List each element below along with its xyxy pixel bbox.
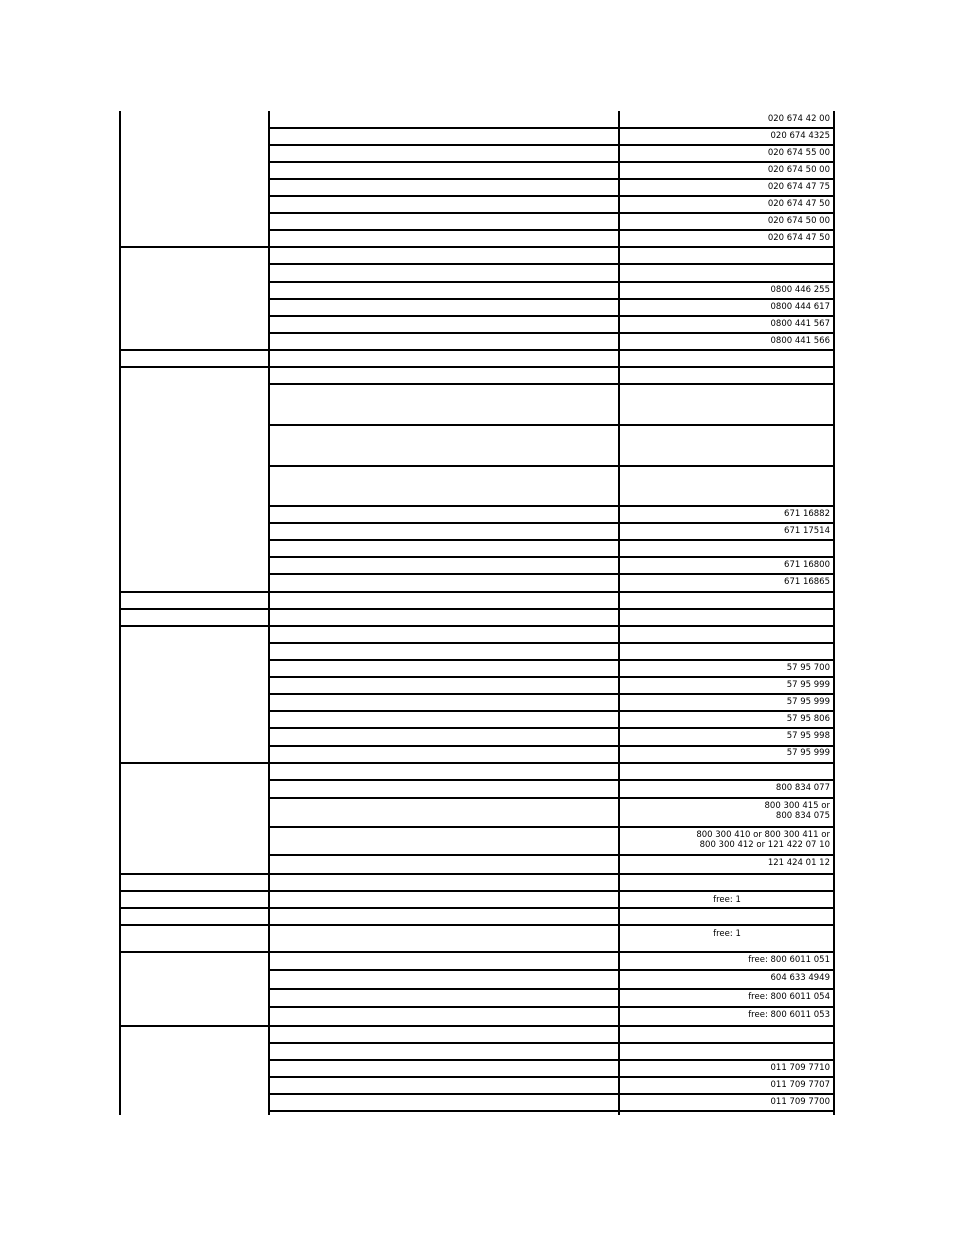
subrow-separator xyxy=(268,522,835,524)
phone-number: 020 674 50 00 xyxy=(767,216,830,226)
phone-number: 604 633 4949 xyxy=(770,973,830,983)
phone-number: 121 424 01 12 xyxy=(767,858,830,868)
subrow-separator xyxy=(268,745,835,747)
row-separator xyxy=(119,762,835,764)
phone-number: free: 800 6011 053 xyxy=(748,1010,830,1020)
row-separator xyxy=(119,246,835,248)
subrow-separator xyxy=(268,659,835,661)
subrow-separator xyxy=(268,969,835,971)
phone-number: 020 674 50 00 xyxy=(767,165,830,175)
phone-number: 57 95 999 xyxy=(786,697,830,707)
row-separator xyxy=(119,625,835,627)
phone-number: free: 1 xyxy=(713,929,741,939)
subrow-separator xyxy=(268,229,835,231)
subrow-separator xyxy=(268,1110,835,1112)
row-separator xyxy=(119,591,835,593)
subrow-separator xyxy=(268,1042,835,1044)
subrow-separator xyxy=(268,1076,835,1078)
phone-number: free: 1 xyxy=(713,895,741,905)
phone-number: 020 674 42 00 xyxy=(767,114,830,124)
phone-number: 671 16800 xyxy=(784,560,830,570)
phone-number: 020 674 47 50 xyxy=(767,233,830,243)
subrow-separator xyxy=(268,573,835,575)
phone-number-line1: 800 300 410 or 800 300 411 or xyxy=(696,830,830,840)
col-divider-1 xyxy=(268,111,270,1115)
phone-number: 671 16865 xyxy=(784,577,830,587)
phone-number: 020 674 47 50 xyxy=(767,199,830,209)
subrow-separator xyxy=(268,727,835,729)
phone-number: 57 95 999 xyxy=(786,680,830,690)
phone-number: 011 709 7710 xyxy=(770,1063,830,1073)
subrow-separator xyxy=(268,465,835,467)
row-separator xyxy=(119,1025,835,1027)
subrow-separator xyxy=(268,988,835,990)
phone-number-line1: 800 300 415 or xyxy=(764,801,830,811)
phone-number: 57 95 999 xyxy=(786,748,830,758)
subrow-separator xyxy=(268,1006,835,1008)
phone-number: 0800 441 566 xyxy=(770,336,830,346)
phone-number: 020 674 55 00 xyxy=(767,148,830,158)
subrow-separator xyxy=(268,424,835,426)
phone-number-line2: 800 834 075 xyxy=(775,811,830,821)
row-separator xyxy=(119,349,835,351)
subrow-separator xyxy=(268,676,835,678)
subrow-separator xyxy=(268,1093,835,1095)
subrow-separator xyxy=(268,332,835,334)
col-divider-2 xyxy=(618,111,620,1115)
row-separator xyxy=(119,366,835,368)
subrow-separator xyxy=(268,556,835,558)
subrow-separator xyxy=(268,178,835,180)
phone-number: free: 800 6011 051 xyxy=(748,955,830,965)
phone-number: 020 674 47 75 xyxy=(767,182,830,192)
subrow-separator xyxy=(268,826,835,828)
phone-number: free: 800 6011 054 xyxy=(748,992,830,1002)
row-separator xyxy=(119,890,835,892)
subrow-separator xyxy=(268,298,835,300)
phone-number: 011 709 7707 xyxy=(770,1080,830,1090)
phone-number: 0800 444 617 xyxy=(770,302,830,312)
subrow-separator xyxy=(268,797,835,799)
row-separator xyxy=(119,873,835,875)
phone-number-line2: 800 300 412 or 121 422 07 10 xyxy=(699,840,830,850)
phone-number: 57 95 806 xyxy=(786,714,830,724)
subrow-separator xyxy=(268,383,835,385)
phone-number: 0800 441 567 xyxy=(770,319,830,329)
subrow-separator xyxy=(268,127,835,129)
phone-number: 57 95 700 xyxy=(786,663,830,673)
subrow-separator xyxy=(268,161,835,163)
col-left-border xyxy=(119,111,121,1115)
subrow-separator xyxy=(268,854,835,856)
subrow-separator xyxy=(268,315,835,317)
subrow-separator xyxy=(268,212,835,214)
subrow-separator xyxy=(268,195,835,197)
row-separator xyxy=(119,608,835,610)
row-separator xyxy=(119,924,835,926)
subrow-separator xyxy=(268,144,835,146)
subrow-separator xyxy=(268,505,835,507)
subrow-separator xyxy=(268,263,835,265)
phone-number: 011 709 7700 xyxy=(770,1097,830,1107)
phone-number: 57 95 998 xyxy=(786,731,830,741)
row-separator xyxy=(119,907,835,909)
phone-number: 671 16882 xyxy=(784,509,830,519)
col-right-border xyxy=(833,111,835,1115)
phone-number: 0800 446 255 xyxy=(770,285,830,295)
subrow-separator xyxy=(268,710,835,712)
row-separator xyxy=(119,951,835,953)
subrow-separator xyxy=(268,642,835,644)
subrow-separator xyxy=(268,539,835,541)
subrow-separator xyxy=(268,693,835,695)
phone-number: 671 17514 xyxy=(784,526,830,536)
subrow-separator xyxy=(268,281,835,283)
subrow-separator xyxy=(268,1059,835,1061)
phone-number: 800 834 077 xyxy=(775,783,830,793)
subrow-separator xyxy=(268,779,835,781)
phone-number: 020 674 4325 xyxy=(770,131,830,141)
